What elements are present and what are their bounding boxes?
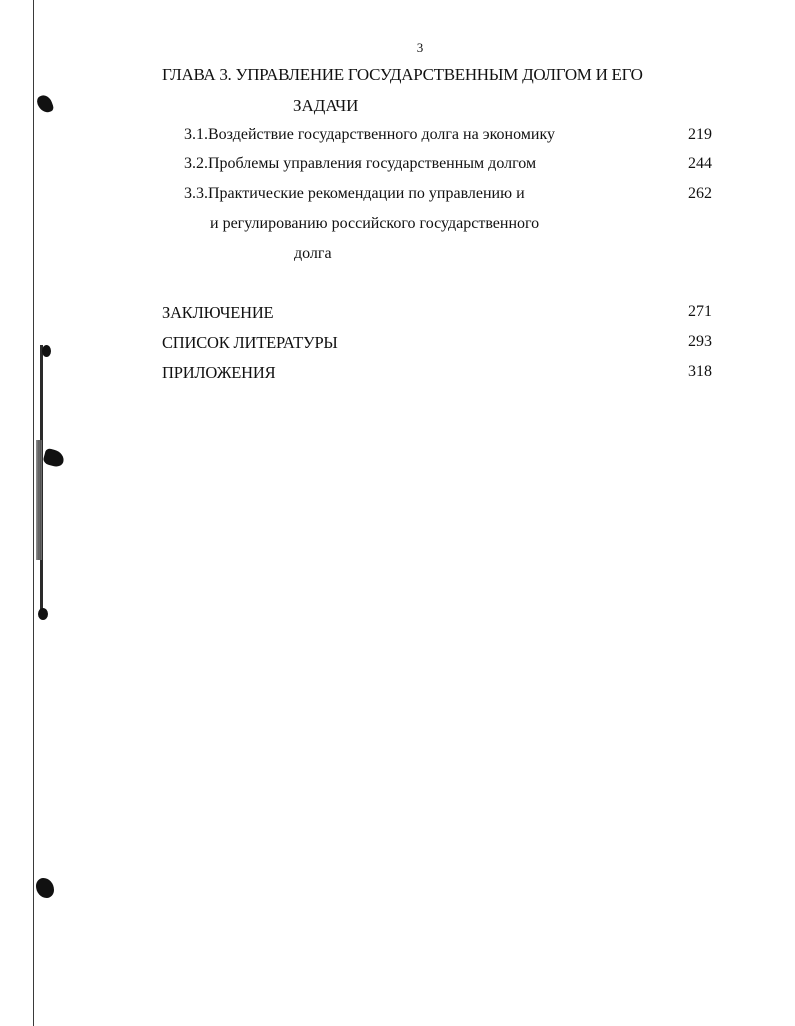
toc-item-label: 3.3.Практические рекомендации по управлению и bbox=[184, 185, 525, 202]
page-number: 3 bbox=[416, 40, 424, 55]
toc-item-label: 3.2.Проблемы управления государственным долгом bbox=[184, 155, 537, 172]
toc-item-page: 262 bbox=[688, 185, 712, 202]
chapter-title: ГЛАВА 3. УПРАВЛЕНИЕ ГОСУДАРСТВЕННЫМ ДОЛГОМ И ЕГО bbox=[162, 65, 643, 84]
toc-section-page: 318 bbox=[688, 363, 712, 380]
scan-edge-line bbox=[33, 0, 34, 1026]
toc-item-page: 244 bbox=[688, 155, 712, 172]
toc-section-page: 293 bbox=[688, 333, 712, 350]
toc-section-label: СПИСОК ЛИТЕРАТУРЫ bbox=[162, 333, 338, 352]
scan-blot bbox=[42, 448, 65, 469]
scan-blot bbox=[42, 345, 51, 357]
scan-blot bbox=[38, 608, 48, 620]
toc-section-label: ЗАКЛЮЧЕНИЕ bbox=[162, 303, 274, 322]
toc-item-label-continued: и регулированию российского государственного bbox=[210, 215, 540, 232]
scan-edge-smudge bbox=[36, 440, 42, 560]
chapter-title-continued: ЗАДАЧИ bbox=[293, 96, 359, 115]
scan-blot bbox=[36, 878, 54, 898]
toc-section-label: ПРИЛОЖЕНИЯ bbox=[162, 363, 276, 382]
toc-item-label: 3.1.Воздействие государственного долга на экономику bbox=[184, 126, 556, 143]
toc-item-page: 219 bbox=[688, 126, 712, 143]
scan-blot bbox=[35, 93, 54, 115]
toc-item-label-continued: долга bbox=[294, 245, 332, 262]
toc-section-page: 271 bbox=[688, 303, 712, 320]
